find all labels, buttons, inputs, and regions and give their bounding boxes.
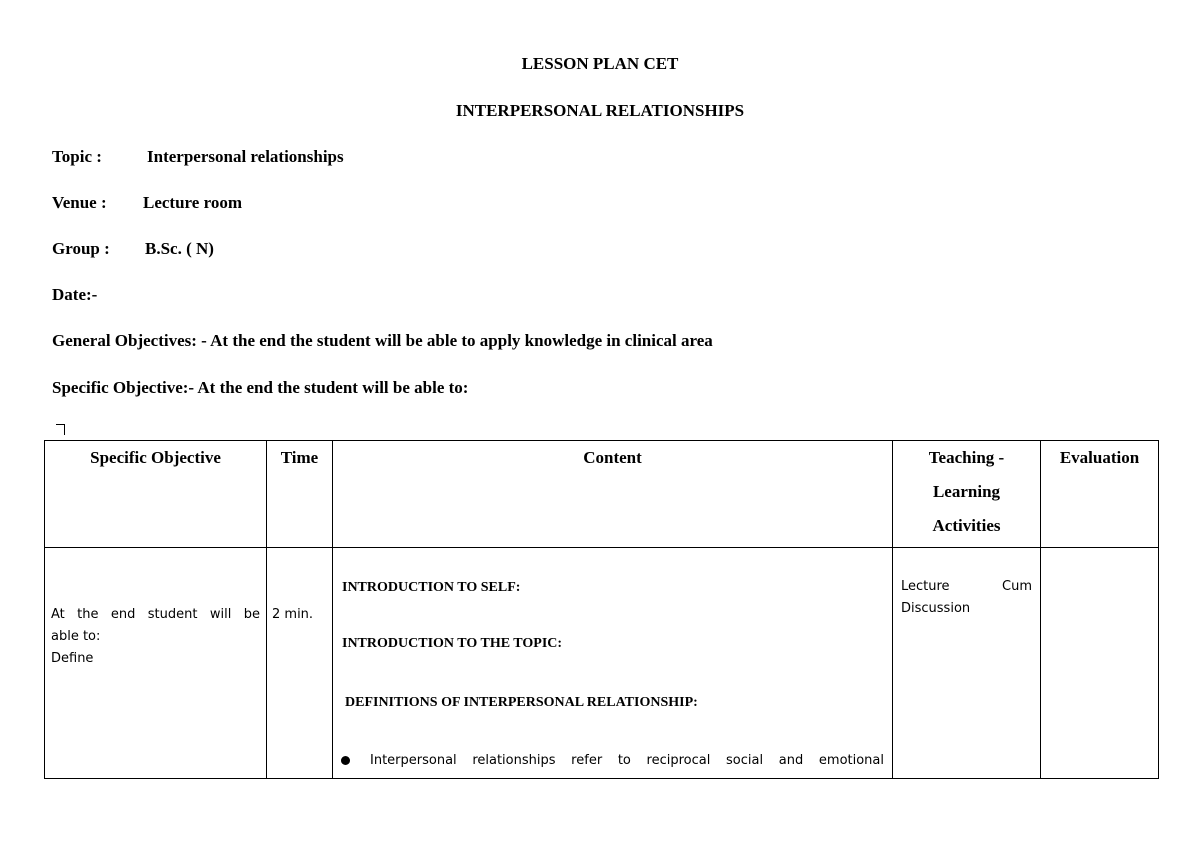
activities-cell	[893, 548, 1041, 779]
topic-value: Interpersonal relationships	[147, 147, 344, 166]
objective-cell	[45, 548, 267, 779]
header-teaching-line1: Teaching -	[928, 448, 1005, 467]
activity-line1: Lecture Cum	[901, 579, 1032, 594]
venue-row	[52, 193, 242, 213]
header-teaching-learning-activities	[893, 441, 1041, 548]
table-header-row	[45, 441, 1159, 548]
group-value: B.Sc. ( N)	[145, 239, 214, 258]
header-specific-objective: Specific Objective	[45, 441, 267, 548]
general-objectives: General Objectives: - At the end the student will be able to apply knowledge in clinical area	[52, 331, 713, 350]
content-heading-introduction-topic: INTRODUCTION TO THE TOPIC:	[342, 636, 563, 651]
content-cell	[333, 548, 893, 779]
objective-line1: At the end student will be	[51, 607, 260, 622]
content-bullet-text: Interpersonal relationships refer to reciprocal social and emotional	[370, 753, 884, 768]
time-cell	[267, 548, 333, 779]
objective-line3: Define	[51, 651, 94, 666]
venue-value: Lecture room	[143, 193, 242, 212]
group-label: Group :	[52, 239, 110, 258]
header-content: Content	[333, 441, 893, 548]
table-anchor-mark	[56, 424, 65, 435]
lesson-plan-table	[44, 440, 1159, 779]
time-value: 2 min.	[272, 607, 314, 622]
venue-label: Venue :	[52, 193, 107, 212]
table-row	[45, 548, 1159, 779]
header-time: Time	[267, 441, 333, 548]
header-evaluation: Evaluation	[1041, 441, 1159, 548]
activity-line2: Discussion	[901, 601, 971, 616]
bullet-icon	[341, 756, 350, 765]
group-row	[52, 239, 214, 259]
header-teaching-line2: Learning	[932, 482, 1001, 501]
content-heading-introduction-self: INTRODUCTION TO SELF:	[342, 580, 521, 595]
content-heading-definitions: DEFINITIONS OF INTERPERSONAL RELATIONSHIP:	[345, 695, 698, 710]
date-label: Date:-	[52, 285, 98, 304]
document-title: LESSON PLAN CET	[521, 54, 679, 73]
topic-row	[52, 147, 344, 167]
evaluation-cell	[1041, 548, 1159, 779]
objective-line2: able to:	[51, 629, 101, 644]
topic-label: Topic :	[52, 147, 102, 166]
header-teaching-line3: Activities	[932, 516, 1001, 535]
content-bullet-item	[341, 753, 884, 768]
specific-objective-intro: Specific Objective:- At the end the student will be able to:	[52, 378, 469, 397]
document-subtitle: INTERPERSONAL RELATIONSHIPS	[455, 101, 745, 120]
